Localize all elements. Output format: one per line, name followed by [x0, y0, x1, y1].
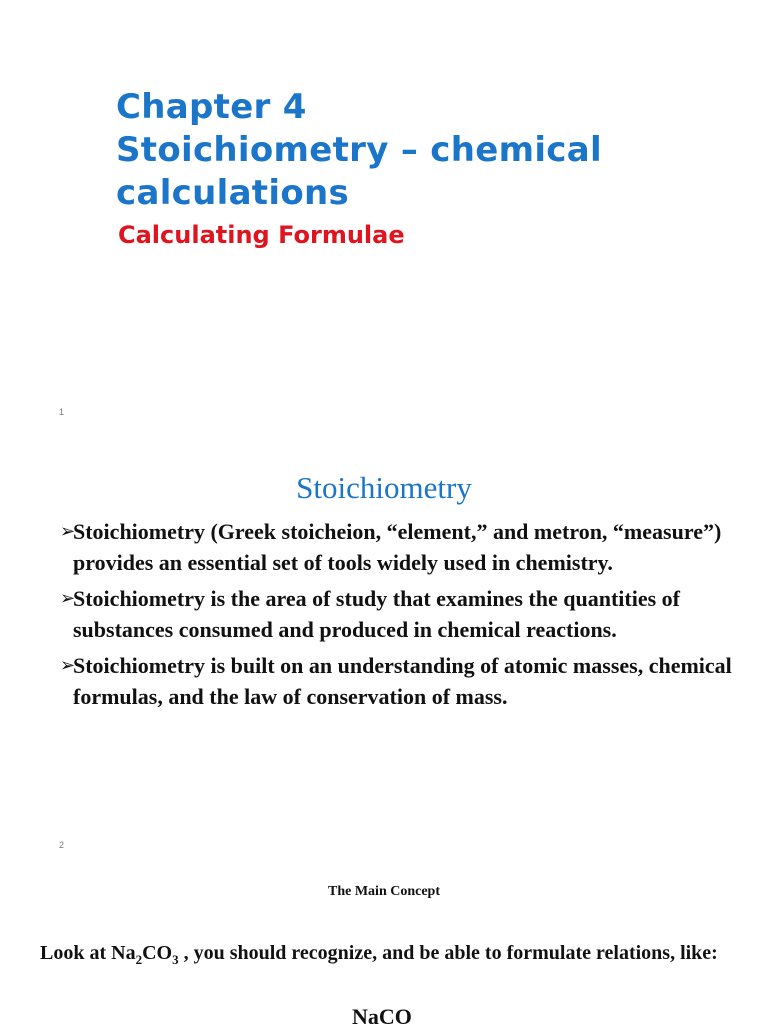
main-concept-text	[40, 936, 740, 977]
chapter-title	[116, 86, 602, 215]
bullet-item	[60, 516, 750, 578]
bullet-item	[60, 583, 750, 645]
text-suffix: , you should recognize, and be able to formulate relations, like:	[178, 942, 718, 964]
bullet-text: Stoichiometry is built on an understanding of atomic masses, chemical formulas, and the law of conservation of mass.	[73, 653, 732, 709]
main-concept-title: The Main Concept	[328, 884, 440, 899]
bullet-item	[60, 650, 750, 712]
formula-part: Na	[352, 1004, 379, 1029]
formula-part: CO	[378, 1004, 412, 1029]
page-number: 2	[59, 840, 65, 850]
subscript: 3	[172, 952, 179, 967]
bullet-list	[60, 516, 750, 717]
bullet-text: Stoichiometry is the area of study that examines the quantities of substances consumed and produced in chemical reactions.	[73, 586, 680, 642]
slide-1	[0, 0, 768, 430]
chapter-title-line: calculations	[116, 173, 350, 213]
chapter-subtitle: Calculating Formulae	[118, 221, 405, 249]
bullet-text: Stoichiometry (Greek stoicheion, “element,” and metron, “measure”) provides an essential set of tools widely used in chemistry.	[73, 519, 722, 575]
text-prefix: Look at Na	[40, 942, 136, 964]
formula	[352, 1004, 412, 1030]
page-number: 1	[59, 407, 65, 417]
arrow-bullet-icon: ➢	[60, 521, 76, 542]
text-mid: CO	[142, 942, 173, 964]
chapter-title-line: Chapter 4	[116, 87, 307, 127]
subscript: 2	[135, 952, 143, 967]
arrow-bullet-icon: ➢	[60, 588, 76, 609]
chapter-title-line: Stoichiometry – chemical	[116, 130, 602, 170]
slide-2-title: Stoichiometry	[296, 470, 472, 505]
arrow-bullet-icon: ➢	[60, 655, 76, 676]
